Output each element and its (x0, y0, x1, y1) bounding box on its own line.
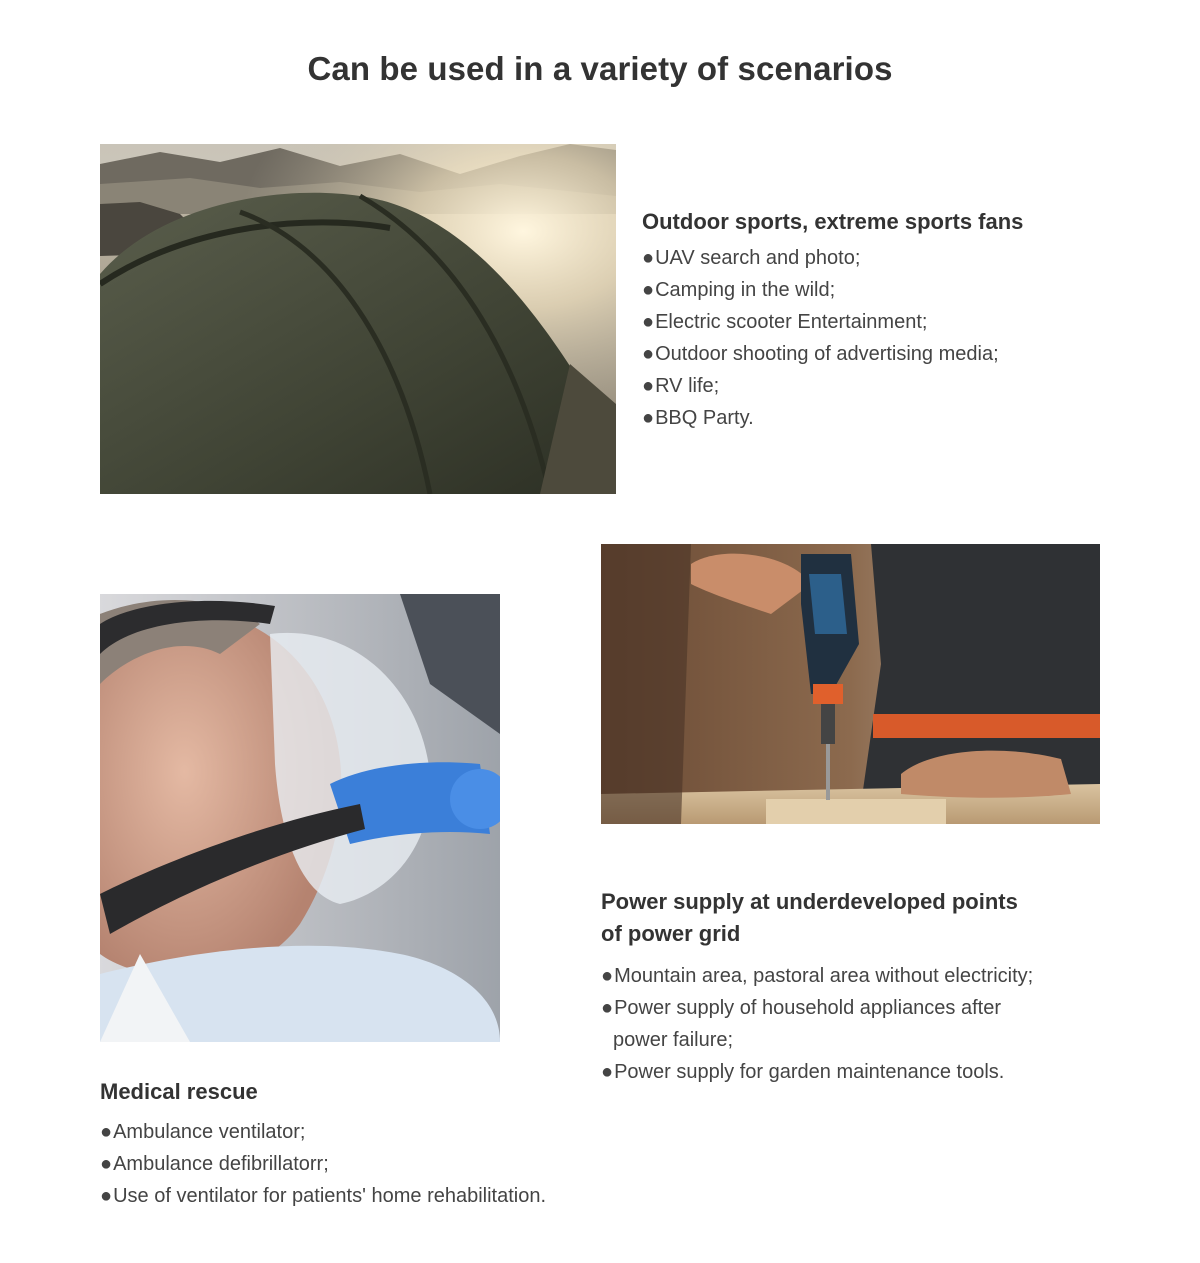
list-item: ●Camping in the wild; (642, 279, 836, 301)
power-section (601, 886, 1033, 1088)
bullet-icon: ● (100, 1121, 113, 1143)
medical-heading: Medical rescue (100, 1079, 258, 1104)
list-item: ●Power supply for garden maintenance tools. (601, 1061, 1005, 1083)
bullet-icon: ● (100, 1153, 113, 1175)
bullet-icon: ● (601, 1061, 614, 1083)
outdoor-tent-photo (100, 144, 616, 494)
list-item: ●UAV search and photo; (642, 247, 861, 269)
list-item: ●BBQ Party. (642, 407, 754, 429)
bullet-icon: ● (601, 965, 614, 987)
power-heading-line1: Power supply at underdeveloped points (601, 889, 1018, 914)
list-item: ●RV life; (642, 375, 720, 397)
bullet-icon: ● (100, 1185, 113, 1207)
medical-section (100, 1076, 546, 1212)
outdoor-list (642, 242, 1023, 434)
list-item: ●Electric scooter Entertainment; (642, 311, 928, 333)
bullet-icon: ● (642, 343, 655, 365)
bullet-icon: ● (642, 279, 655, 301)
list-item-continuation: power failure; (613, 1029, 734, 1051)
outdoor-section (642, 206, 1023, 434)
bullet-icon: ● (601, 997, 614, 1019)
medical-list (100, 1116, 546, 1212)
page-title: Can be used in a variety of scenarios (307, 50, 893, 87)
list-item: ●Ambulance defibrillatorr; (100, 1153, 329, 1175)
power-list (601, 960, 1033, 1088)
medical-patient-photo (100, 594, 500, 1042)
bullet-icon: ● (642, 375, 655, 397)
power-heading-line2: of power grid (601, 921, 741, 946)
list-item: ●Mountain area, pastoral area without electricity; (601, 965, 1034, 987)
bullet-icon: ● (642, 247, 655, 269)
power-heading (601, 886, 1033, 950)
bullet-icon: ● (642, 311, 655, 333)
bullet-icon: ● (642, 407, 655, 429)
list-item: ●Ambulance ventilator; (100, 1121, 306, 1143)
outdoor-heading: Outdoor sports, extreme sports fans (642, 209, 1024, 234)
list-item: ●Use of ventilator for patients' home rehabilitation. (100, 1185, 547, 1207)
power-drill-photo (601, 544, 1100, 824)
list-item: ●Outdoor shooting of advertising media; (642, 343, 999, 365)
list-item: ●Power supply of household appliances after (601, 997, 1002, 1019)
